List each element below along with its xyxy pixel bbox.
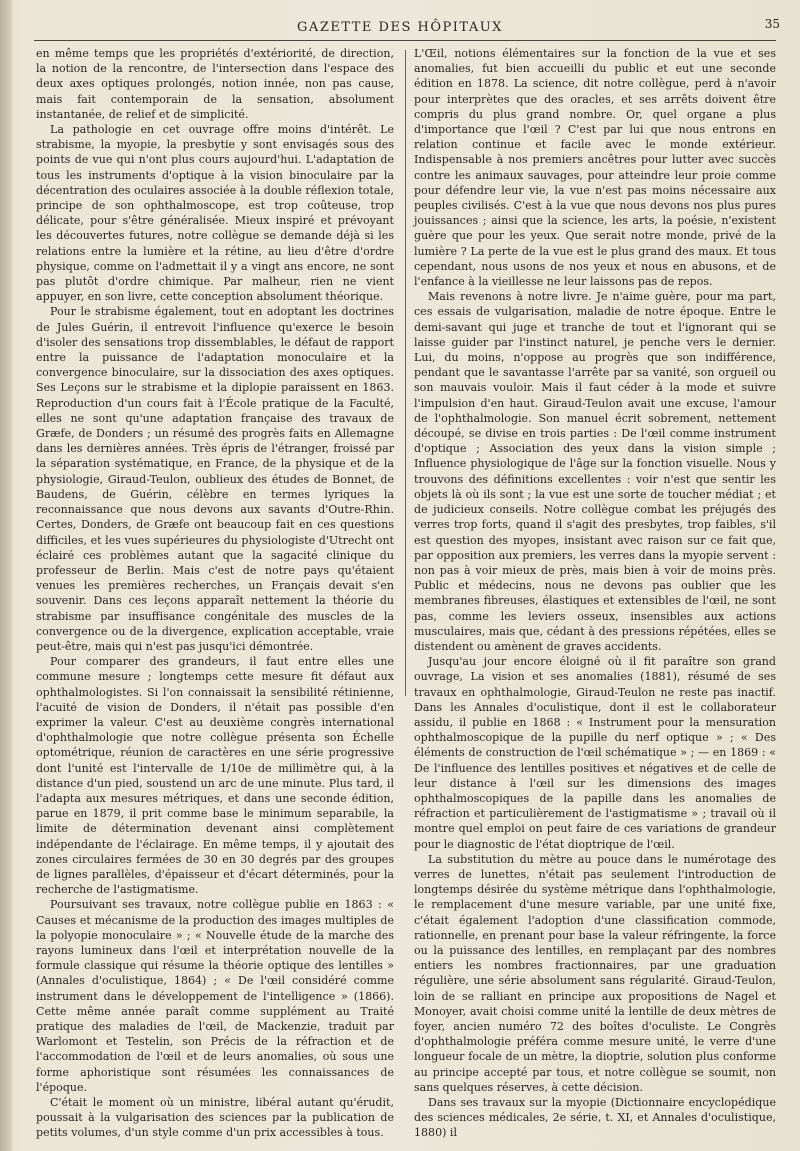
paragraph: La substitution du mètre au pouce dans le numérotage des verres de lunettes, n'était pas seulement l'introduction de longtemps désirée du système métrique dans l'ophthalmologie, le remplacement d'une mesure variable, par une unité fixe, c'était également l'adoption d'une classification commode, rationnelle, en prenant pour base la valeur réfringente, la force ou la puissance des lentilles, en remplaçant par des nombres entiers les nombres fractionnaires, par une graduation régulière, une série absolument sans régularité. Giraud-Teulon, loin de se ralliant en principe aux propositions de Nagel et Monoyer, avait choisi comme unité la lentille de deux mètres de foyer, ancien numéro 72 des boîtes d'oculiste. Le Congrès d'ophthalmologie préféra comme mesure unité, le verre d'une longueur focale de un mètre, la dioptrie, solution plus conforme au principe accepté par tous, et notre collègue se soumit, non sans quelques réserves, à cette décision. (414, 852, 776, 1094)
paragraph: Mais revenons à notre livre. Je n'aime guère, pour ma part, ces essais de vulgarisation, maladie de notre époque. Entre le demi-savant qui juge et tranche de tout et l'ignorant qui se laisse guider par l'instinct naturel, je penche vers le dernier. Lui, du moins, n'oppose au progrès que son indifférence, pendant que le savantasse l'arrête par sa vanité, son orgueil ou son mauvais vouloir. Mais il faut céder à la mode et suivre l'impulsion d'en haut. Giraud-Teulon avait une excuse, l'amour de l'ophthalmologie. Son manuel écrit sobrement, nettement découpé, se divise en trois parties : De l'œil comme instrument d'optique ; Association des yeux dans la vision simple ; Influence physiologique de l'âge sur la fonction visuelle. Nous y trouvons des définitions excellentes : voir n'est que sentir les objets là où ils sont ; la vue est une sorte de toucher médiat ; et de judicieux conseils. Notre collègue combat les préjugés des verres trop forts, quand il s'agit des presbytes, trop faibles, s'il est question des myopes, insistant avec raison sur ce fait que, par opposition aux premiers, les verres dans la myopie servent : non pas à voir mieux de près, mais bien à voir de moins près. Public et médecins, nous ne devons pas oublier que les membranes fibreuses, élastiques et extensibles de l'œil, ne sont pas, comme les leviers osseux, insensibles aux actions musculaires, mais que, cédant à des pressions répétées, elles se distendent ou amènent de graves accidents. (414, 290, 776, 653)
paragraph: C'était le moment où un ministre, libéral autant qu'érudit, poussait à la vulgarisation des sciences par la publication de petits volumes, d'un style comme d'un prix accessibles à tous. (36, 1096, 394, 1140)
paragraph: Pour comparer des grandeurs, il faut entre elles une commune mesure ; longtemps cette mesure fit défaut aux ophthalmologistes. Si l'on connaissait la sensibilité rétinienne, l'acuité de vision de Donders, il n'était pas possible d'en exprimer la valeur. C'est au deuxième congrès international d'ophthalmologie que notre collègue présenta son Échelle optométrique, réunion de caractères en une série progressive dont l'unité est l'intervalle de 1/10e de millimètre qui, à la distance d'un pied, soustend un arc de une minute. Plus tard, il l'adapta aux mesures métriques, et dans une seconde édition, parue en 1879, il prit comme base le minimum separabile, la limite de détermination devenant ainsi complètement indépendante de l'éclairage. En même temps, il y ajoutait des zones circulaires fermées de 30 en 30 degrés par des groupes de lignes parallèles, d'épaisseur et d'écart déterminés, pour la recherche de l'astigmatisme. (36, 655, 394, 897)
right-column (414, 46, 776, 1141)
paragraph: en même temps que les propriétés d'extériorité, de direction, la notion de la rencontre, de l'intersection dans l'espace des deux axes optiques prolongés, notion innée, non pas cause, mais fait contemporain de la sensation, absolument instantanée, de relief et de simplicité. (36, 47, 394, 121)
paragraph: Pour le strabisme également, tout en adoptant les doctrines de Jules Guérin, il entrevoit l'influence qu'exerce le besoin d'isoler des sensations trop dissemblables, le défaut de rapport entre la puissance de l'adaptation monoculaire et la convergence binoculaire, sur la dissociation des axes optiques. Ses Leçons sur le strabisme et la diplopie paraissent en 1863. Reproduction d'un cours fait à l'École pratique de la Faculté, elles ne sont qu'une adaptation française des travaux de Græfe, de Donders ; un résumé des progrès faits en Allemagne dans les dernières années. Très épris de l'étranger, froissé par la séparation systématique, en France, de la physique et de la physiologie, Giraud-Teulon, oublieux des études de Bonnet, de Baudens, de Guérin, célèbre en termes lyriques la reconnaissance que nous devons aux savants d'Outre-Rhin. Certes, Donders, de Græfe ont beaucoup fait en ces questions difficiles, et les vues supérieures du physiologiste d'Utrecht ont éclairé ces problèmes autant que la sagacité clinique du professeur de Berlin. Mais c'est de notre pays qu'étaient venues les premières recherches, un Français devait s'en souvenir. Dans ces leçons apparaît nettement la théorie du strabisme par insuffisance congénitale des muscles de la convergence ou de la divergence, explication acceptable, vraie peut-être, mais qui n'est pas jusqu'ici démontrée. (36, 305, 394, 653)
left-column (36, 46, 394, 1141)
column-divider (405, 50, 406, 696)
paragraph: Dans ses travaux sur la myopie (Dictionnaire encyclopédique des sciences médicales, 2e série, t. XI, et Annales d'oculistique, 1880) il (414, 1096, 776, 1140)
header-rule (34, 40, 776, 41)
page-header (30, 14, 790, 38)
journal-title: GAZETTE DES HÔPITAUX (297, 20, 503, 35)
paragraph: La pathologie en cet ouvrage offre moins d'intérêt. Le strabisme, la myopie, la presbytie y sont envisagés sous des points de vue qui n'ont plus cours aujourd'hui. L'adaptation de tous les instruments d'optique à la vision binoculaire par la décentration des oculaires associée à la double réflexion totale, principe de son ophthalmoscope, est trop coûteuse, trop délicate, pour s'être généralisée. Mieux inspiré et prévoyant les découvertes futures, notre collègue se demande déjà si les relations entre la lumière et la rétine, au lieu d'être d'ordre physique, comme on l'admettait il y a vingt ans encore, ne sont pas plutôt d'ordre chimique. Par malheur, rien ne vient appuyer, en son livre, cette conception absolument théorique. (36, 123, 394, 304)
paragraph: Poursuivant ses travaux, notre collègue publie en 1863 : « Causes et mécanisme de la production des images multiples de la polyopie monoculaire » ; « Nouvelle étude de la marche des rayons lumineux dans l'œil et interprétation nouvelle de la formule classique qui résume la théorie optique des lentilles » (Annales d'oculistique, 1864) ; « De l'œil considéré comme instrument dans le développement de l'intelligence » (1866). Cette même année paraît comme supplément au Traité pratique des maladies de l'œil, de Mackenzie, traduit par Warlomont et Testelin, son Précis de la réfraction et de l'accommodation de l'œil et de leurs anomalies, où sous une forme aphoristique sont résumées les connaissances de l'époque. (36, 898, 394, 1094)
page-number: 35 (764, 17, 780, 31)
book-spine-shadow (0, 0, 12, 1151)
paragraph: Jusqu'au jour encore éloigné où il fit paraître son grand ouvrage, La vision et ses anomalies (1881), résumé de ses travaux en ophthalmologie, Giraud-Teulon ne reste pas inactif. Dans les Annales d'oculistique, dont il est le collaborateur assidu, il publie en 1868 : « Instrument pour la mensuration ophthalmoscopique de la pupille du nerf optique » ; « Des éléments de construction de l'œil schématique » ; — en 1869 : « De l'influence des lentilles positives et négatives et de celle de leur distance à l'œil sur les dimensions des images ophthalmoscopiques de la papille dans les anomalies de réfraction et particulièrement de l'astigmatisme » ; travail où il montre quel emploi on peut faire de ces variations de grandeur pour le diagnostic de l'état dioptrique de l'œil. (414, 655, 776, 851)
paragraph: L'Œil, notions élémentaires sur la fonction de la vue et ses anomalies, fut bien accueilli du public et eut une seconde édition en 1878. La science, dit notre collègue, perd à n'avoir pour interprètes que des oracles, et ses arrêts doivent être compris du plus grand nombre. Or, quel organe a plus d'importance que l'œil ? C'est par lui que nous entrons en relation continue et facile avec le monde extérieur. Indispensable à nos premiers ancêtres pour lutter avec succès contre les animaux sauvages, pour atteindre leur proie comme pour défendre leur vie, la vue n'est pas moins nécessaire aux peuples civilisés. C'est à la vue que nous devons nos plus pures jouissances ; ainsi que la science, les arts, la poésie, n'existent guère que pour les yeux. Que serait notre monde, privé de la lumière ? La perte de la vue est le plus grand des maux. Et tous cependant, nous usons de nos yeux et nous en abusons, et de l'enfance à la vieillesse ne leur laissons pas de repos. (414, 47, 776, 289)
